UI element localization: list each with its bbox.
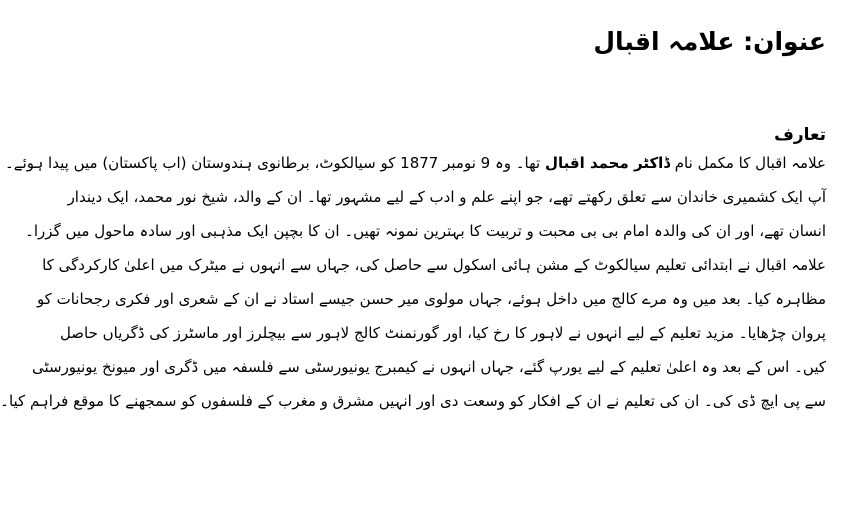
line-text: علامہ اقبال کا مکمل نام bbox=[670, 154, 826, 172]
paragraph-line: کیں۔ اس کے بعد وہ اعلیٰ تعلیم کے لیے یورپ گئے، جہاں انہوں نے کیمبرج یونیورسٹی سے فلسفہ میں ڈگری اور میونخ یونیورسٹی bbox=[31, 358, 826, 376]
bold-name: ڈاکٹر محمد اقبال bbox=[545, 154, 670, 172]
section-heading: تعارف bbox=[774, 125, 826, 145]
paragraph-line: سے پی ایچ ڈی کی۔ ان کی تعلیم نے ان کے افکار کو وسعت دی اور انہیں مشرق و مغرب کے فلسفوں کو سمجھنے کا موقع فراہم کیا۔ bbox=[0, 392, 826, 410]
page-title: عنوان: علامہ اقبال bbox=[593, 27, 826, 56]
line-text: تھا۔ وہ 9 نومبر 1877 کو سیالکوٹ، برطانوی ہندوستان (اب پاکستان) میں پیدا ہوئے۔ bbox=[5, 154, 545, 172]
paragraph-line: مظاہرہ کیا۔ بعد میں وہ مرے کالج میں داخل ہوئے، جہاں مولوی میر حسن جیسے استاد نے ان کے شعری اور فکری رجحانات کو bbox=[36, 290, 826, 308]
paragraph-line: پروان چڑھایا۔ مزید تعلیم کے لیے انہوں نے لاہور کا رخ کیا، اور گورنمنٹ کالج لاہور سے بیچلرز اور ماسٹرز کی ڈگریاں حاصل bbox=[59, 324, 826, 342]
paragraph-line bbox=[5, 148, 826, 178]
paragraph-line: علامہ اقبال نے ابتدائی تعلیم سیالکوٹ کے مشن ہائی اسکول سے حاصل کی، جہاں سے انہوں نے میٹرک میں اعلیٰ کارکردگی کا bbox=[42, 256, 826, 274]
paragraph-line: آپ ایک کشمیری خاندان سے تعلق رکھتے تھے، جو اپنے علم و ادب کے لیے مشہور تھا۔ ان کے والد، شیخ نور محمد، ایک دیندار bbox=[67, 188, 826, 206]
paragraph-line: انسان تھے، اور ان کی والدہ امام بی بی محبت و تربیت کا بہترین نمونہ تھیں۔ ان کا بچپن ایک مذہبی اور سادہ ماحول میں گزرا۔ bbox=[25, 222, 826, 240]
